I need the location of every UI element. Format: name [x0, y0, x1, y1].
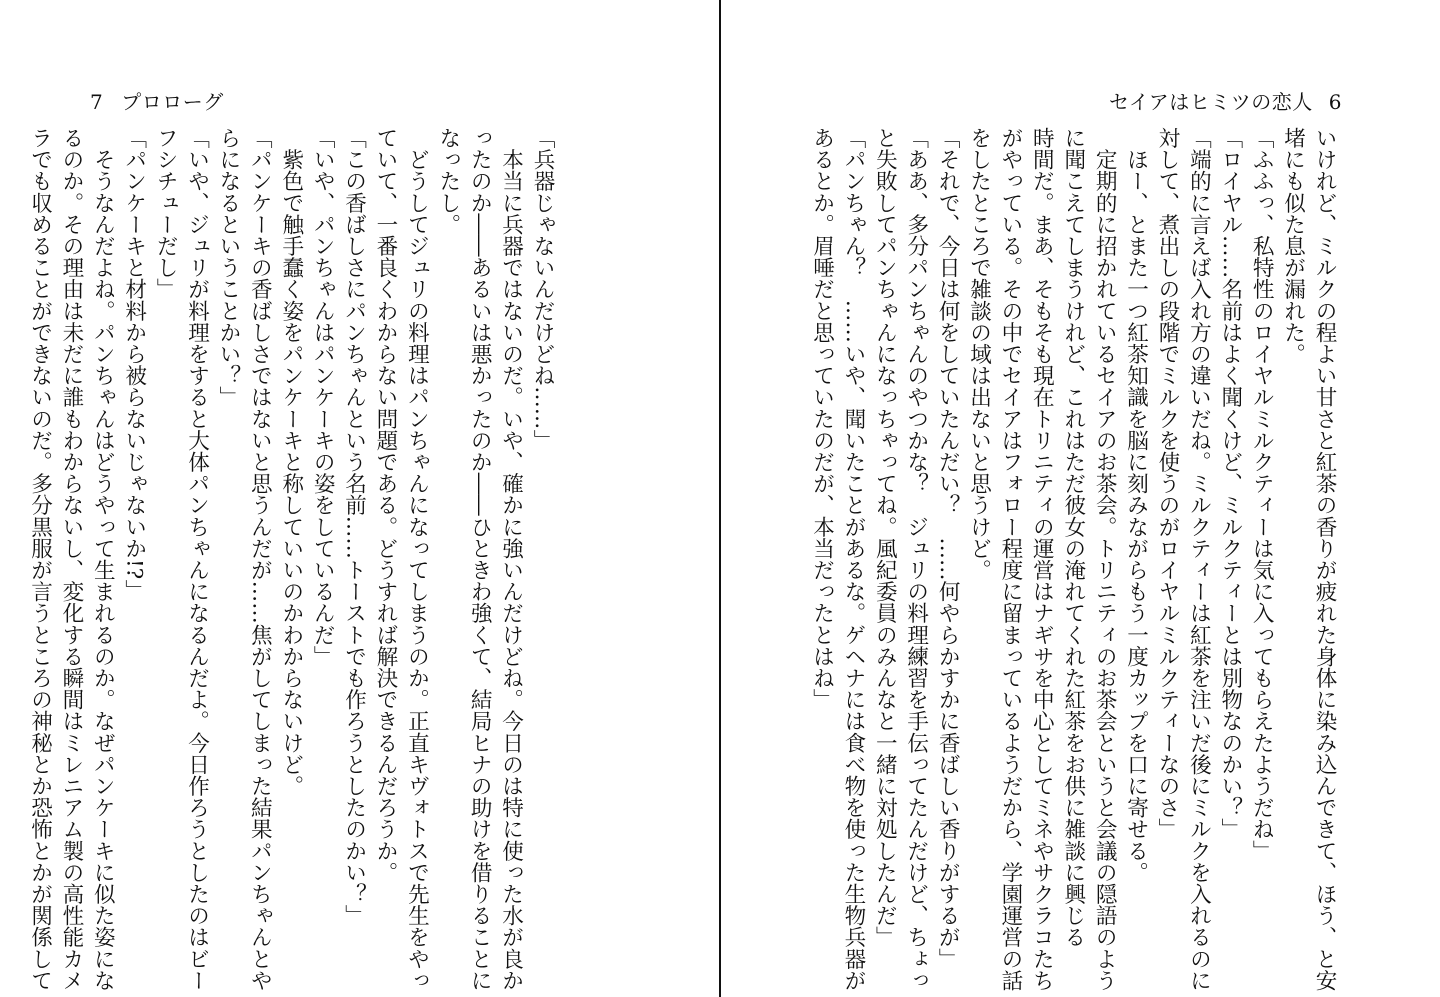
- right-page-body: [809, 127, 1340, 991]
- text-line: 時間だ。まあ、そもそも現在トリニティの運営はナギサを中心としてミネやサクラコたち: [1029, 127, 1055, 991]
- text-line: 対して、煮出しの段階でミルクを使うのがロイヤルミルクティーなのさ」: [1154, 127, 1180, 840]
- text-line: フシチューだし」: [153, 127, 179, 300]
- text-line: 堵にも似た息が漏れた。: [1280, 127, 1306, 365]
- text-line: に聞こえてしまうけれど、これはただ彼女の淹れてくれた紅茶をお供に雑談に興じる: [1060, 127, 1086, 948]
- text-line: をしたところで雑談の域は出ないと思うけど。: [966, 127, 992, 581]
- right-book-title: セイアはヒミツの恋人: [1108, 90, 1313, 114]
- right-running-head: [1109, 88, 1342, 116]
- text-line: 本当に兵器ではないのだ。いや、確かに強いんだけどね。今日のは特に使った水が良か: [498, 127, 524, 991]
- text-line: るのか。その理由は未だに誰もわからないし、変化する瞬間はミレニアム製の高性能カメ: [58, 127, 84, 991]
- text-line: ていて、一番良くわからない問題である。どうすれば解決できるんだろうか。: [372, 127, 398, 883]
- text-line: 「ロイヤル……名前はよく聞くけど、ミルクティーとは別物なのかい？」: [1217, 127, 1243, 840]
- text-line: 「端的に言えば入れ方の違いだね。ミルクティーは紅茶を注いだ後にミルクを入れるのに: [1186, 127, 1212, 991]
- text-line: ラでも収めることができないのだ。多分黒服が言うところの神秘とか恐怖とかが関係して: [27, 127, 53, 991]
- text-line: 定期的に招かれているセイアのお茶会。トリニティのお茶会というと会議の隠語のよう: [1092, 127, 1118, 991]
- left-page-body: [27, 127, 558, 991]
- text-line: 「ああ、多分パンちゃんのやつかな？ ジュリの料理練習を手伝ってたんだけど、ちょっ: [903, 127, 929, 991]
- text-line: 「パンケーキと材料から被らないじゃないか!?」: [121, 127, 147, 601]
- text-line: どうしてジュリの料理はパンちゃんになってしまうのか。正直キヴォトスで先生をやっ: [404, 127, 430, 991]
- left-chapter-title: プロローグ: [121, 90, 224, 114]
- left-page-number: 7: [90, 90, 104, 114]
- text-line: 「いや、パンちゃんはパンケーキの姿をしているんだ」: [310, 127, 336, 667]
- text-line: あるとか。眉唾だと思っていたのだが、本当だったとはね」: [809, 127, 835, 711]
- text-line: らになるということかい？」: [215, 127, 241, 408]
- text-line: 「兵器じゃないんだけどね……」: [530, 127, 555, 451]
- text-line: そうなんだよね。パンちゃんはどうやって生まれるのか。なぜパンケーキに似た姿にな: [90, 127, 116, 991]
- text-line: ほー、とまた一つ紅茶知識を脳に刻みながらもう一度カップを口に寄せる。: [1123, 127, 1149, 883]
- text-line: いけれど、ミルクの程よい甘さと紅茶の香りが疲れた身体に染み込んできて、ほう、と安: [1312, 127, 1337, 991]
- text-line: と失敗してパンちゃんになっちゃってね。風紀委員のみんなと一緒に対処したんだ」: [872, 127, 898, 948]
- text-line: 「いや、ジュリが料理をすると大体パンちゃんになるんだよ。今日作ろうとしたのはビー: [184, 127, 210, 991]
- text-line: なったし。: [435, 127, 461, 235]
- text-line: 「パンちゃん？ ……いや、聞いたことがあるな。ゲヘナには食べ物を使った生物兵器が: [840, 127, 866, 991]
- text-line: がやっている。その中でセイアはフォロー程度に留まっているようだから、学園運営の話: [997, 127, 1023, 991]
- text-line: 「パンケーキの香ばしさではないと思うんだが……焦がしてしまった結果パンちゃんとや: [247, 127, 273, 991]
- text-line: 紫色で触手蠢く姿をパンケーキと称していいのかわからないけど。: [278, 127, 304, 797]
- right-page-number: 6: [1328, 90, 1342, 114]
- page-gutter-divider: [719, 0, 721, 997]
- text-line: ったのか――あるいは悪かったのか――ひときわ強くて、結局ヒナの助けを借りることに: [467, 127, 493, 991]
- left-running-head: [90, 88, 224, 116]
- text-line: 「ふふっ、私特性のロイヤルミルクティーは気に入ってもらえたようだね」: [1249, 127, 1275, 862]
- text-line: 「この香ばしさにパンちゃんという名前……トーストでも作ろうとしたのかい？」: [341, 127, 367, 927]
- text-line: 「それで、今日は何をしていたんだい？ ……何やらかすかに香ばしい香りがするが」: [935, 127, 961, 970]
